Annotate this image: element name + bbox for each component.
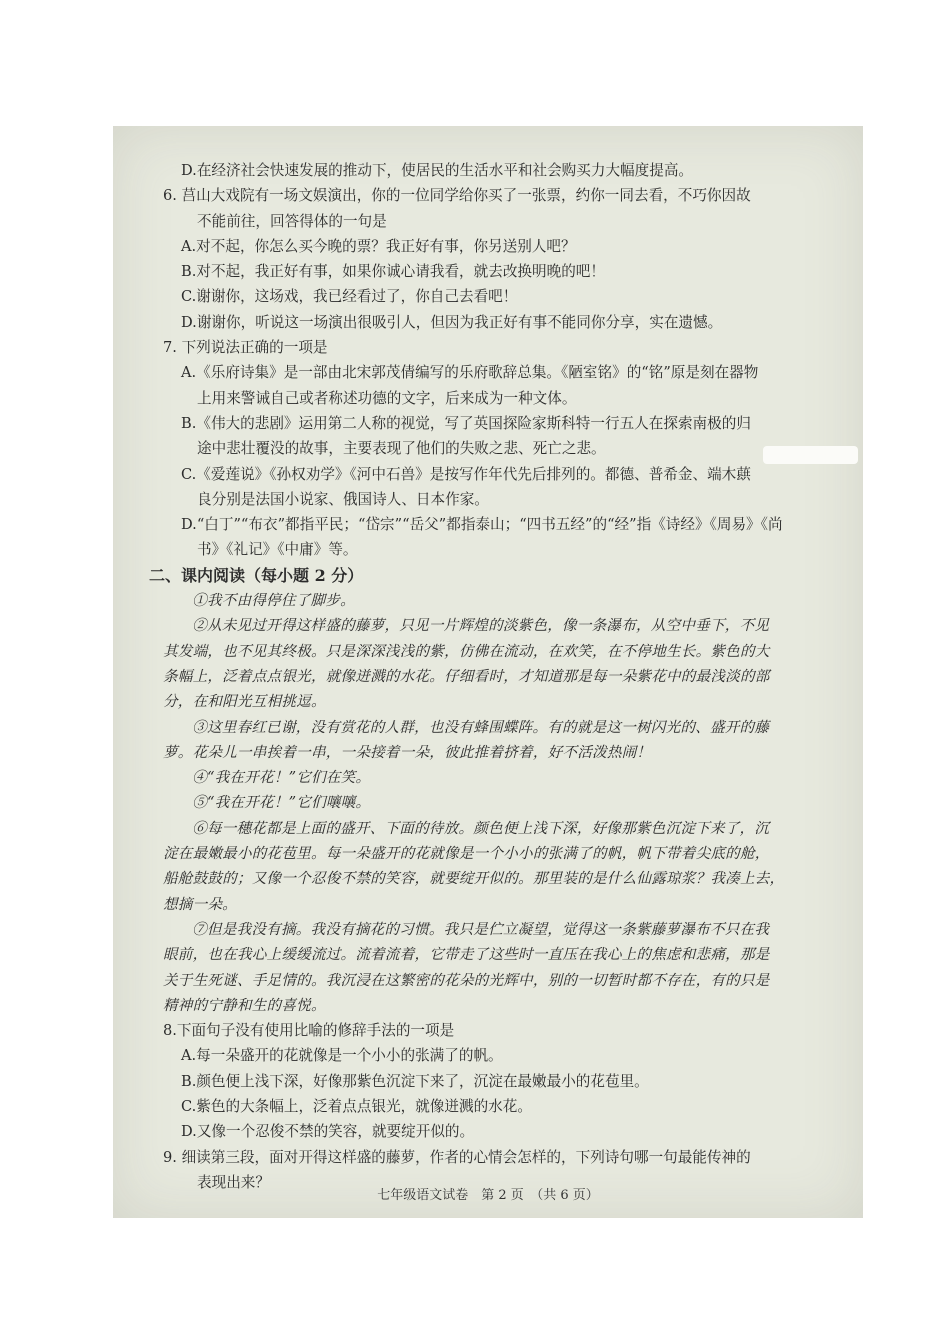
reading-line: 条幅上，泛着点点银光，就像迸溅的水花。仔细看时，才知道那是每一朵紫花中的最浅淡的部 (163, 667, 770, 685)
reading-line: ⑤“我在开花！”它们嚷嚷。 (192, 794, 371, 812)
exam-content (149, 158, 839, 1195)
section-heading: 二、课内阅读（每小题 2 分） (149, 565, 364, 585)
question-line: C.紫色的大条幅上，泛着点点银光，就像迸溅的水花。 (181, 1097, 532, 1115)
reading-line: ⑥每一穗花都是上面的盛开、下面的待放。颜色便上浅下深，好像那紫色沉淀下来了，沉 (192, 819, 770, 837)
question-line: D.谢谢你，听说这一场演出很吸引人，但因为我正好有事不能同你分享，实在遗憾。 (181, 313, 723, 331)
reading-line: 萝。花朵儿一串挨着一串，一朵接着一朵，彼此推着挤着，好不活泼热闹！ (163, 743, 652, 761)
question-line: 良分别是法国小说家、俄国诗人、日本作家。 (197, 490, 489, 508)
question-line: A.《乐府诗集》是一部由北宋郭茂倩编写的乐府歌辞总集。《陋室铭》的“铭”原是刻在器物 (181, 364, 759, 382)
reading-line: 分，在和阳光互相挑逗。 (163, 693, 326, 711)
question-line: B.《伟大的悲剧》运用第二人称的视觉，写了英国探险家斯科特一行五人在探索南极的归 (181, 414, 751, 432)
question-line: 上用来警诫自己或者称述功德的文字，后来成为一种文体。 (197, 389, 577, 407)
question-line: D.在经济社会快速发展的推动下，使居民的生活水平和社会购买力大幅度提高。 (181, 162, 694, 179)
reading-line: 想摘一朵。 (163, 895, 237, 913)
reading-line: ④“我在开花！”它们在笑。 (192, 769, 371, 787)
reading-line: ③这里春红已谢，没有赏花的人群，也没有蜂围蝶阵。有的就是这一树闪光的、盛开的藤 (192, 718, 770, 736)
page-footer: 七年级语文试卷 第 2 页 （共 6 页） (377, 1187, 599, 1203)
question-line: 8.下面句子没有使用比喻的修辞手法的一项是 (163, 1022, 455, 1040)
reading-line: ①我不由得停住了脚步。 (192, 592, 355, 610)
question-line: D.又像一个忍俊不禁的笑容，就要绽开似的。 (181, 1123, 475, 1141)
reading-line: 淀在最嫩最小的花苞里。每一朵盛开的花就像是一个小小的张满了的帆，帆下带着尖底的舱， (163, 845, 770, 863)
question-line: 书》《礼记》《中庸》等。 (197, 541, 358, 559)
reading-line: 精神的宁静和生的喜悦。 (163, 996, 326, 1014)
reading-line: 其发端，也不见其终极。只是深深浅浅的紫，仿佛在流动，在欢笑，在不停地生长。紫色的大 (163, 642, 770, 660)
question-line: B.颜色便上浅下深，好像那紫色沉淀下来了，沉淀在最嫩最小的花苞里。 (181, 1072, 649, 1090)
exam-paper (113, 126, 863, 1218)
question-line: B.对不起，我正好有事，如果你诚心请我看，就去改换明晚的吧！ (181, 263, 605, 281)
question-line: 9. 细读第三段，面对开得这样盛的藤萝，作者的心情会怎样的，下列诗句哪一句最能传神的 (163, 1148, 751, 1166)
question-line: A.对不起，你怎么买今晚的票？我正好有事，你另送别人吧？ (181, 237, 576, 255)
reading-line: 眼前，也在我心上缓缓流过。流着流着，它带走了这些时一直压在我心上的焦虑和悲痛，那是 (163, 946, 770, 964)
reading-line: ②从未见过开得这样盛的藤萝，只见一片辉煌的淡紫色，像一条瀑布，从空中垂下，不见 (192, 617, 770, 635)
question-line: C.《爱莲说》《孙权劝学》《河中石兽》是按写作年代先后排列的。都德、普希金、端木蕻 (181, 465, 751, 483)
reading-line: 船舱鼓鼓的；又像一个忍俊不禁的笑容，就要绽开似的。那里装的是什么仙露琼浆？我凑上去， (163, 870, 785, 888)
question-line: 表现出来？ (197, 1173, 270, 1191)
question-line: 6. 莒山大戏院有一场文娱演出，你的一位同学给你买了一张票，约你一同去看，不巧你因故 (163, 187, 751, 205)
reading-line: 关于生死谜、手足情的。我沉浸在这繁密的花朵的光辉中，别的一切暂时都不存在，有的只是 (163, 971, 770, 989)
question-line: C.谢谢你，这场戏，我已经看过了，你自己去看吧！ (181, 288, 518, 306)
question-line: A.每一朵盛开的花就像是一个小小的张满了的帆。 (181, 1047, 503, 1065)
question-line: D.“白丁”“布衣”都指平民；“岱宗”“岳父”都指泰山；“四书五经”的“经”指《诗经》《周易》《尚 (181, 516, 783, 534)
question-line: 途中悲壮覆没的故事，主要表现了他们的失败之悲、死亡之悲。 (197, 440, 606, 458)
reading-line: ⑦但是我没有摘。我没有摘花的习惯。我只是伫立凝望，觉得这一条紫藤萝瀑布不只在我 (192, 920, 770, 938)
question-line: 不能前往，回答得体的一句是 (197, 212, 387, 230)
white-out-blot (763, 446, 858, 464)
question-line: 7. 下列说法正确的一项是 (163, 339, 328, 357)
